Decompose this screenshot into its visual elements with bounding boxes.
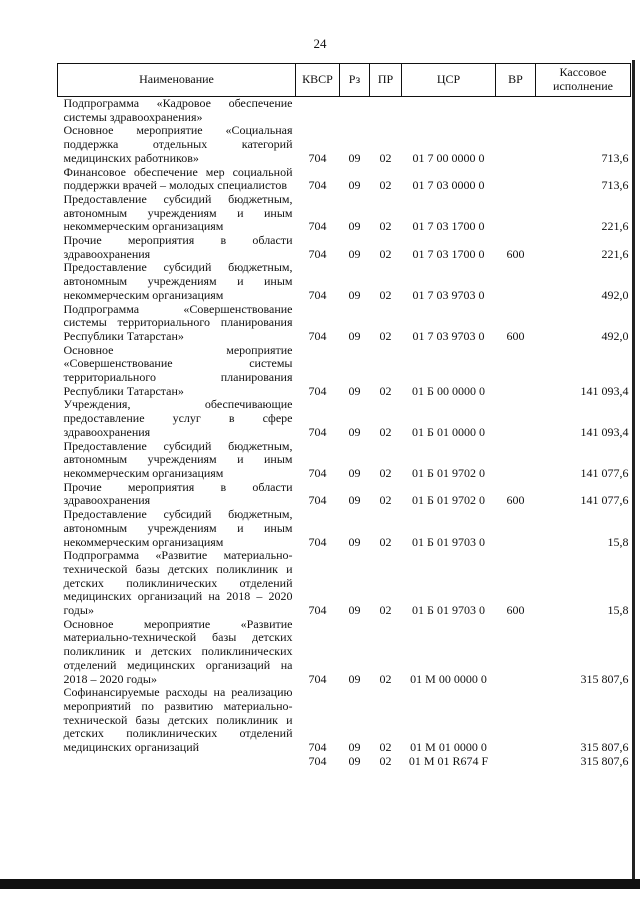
row-rz: 09 (348, 603, 361, 618)
row-rz: 09 (348, 493, 361, 508)
row-csr: 01 Б 01 9702 0 (412, 493, 485, 508)
header-name: Наименование (58, 64, 296, 97)
row-name: Подпрограмма «Развитие материально-технической базы детских поликлиник и детских поликлинических отделений медицинских организаций на 2018 – 2020 годы» (63, 548, 293, 618)
row-csr: 01 М 01 R674 F (408, 753, 489, 768)
table-row (58, 755, 631, 769)
row-amount: 141 093,4 (580, 424, 629, 439)
table-row (58, 686, 631, 755)
table-row (58, 508, 631, 549)
row-pr: 02 (379, 740, 392, 755)
row-amount: 315 807,6 (580, 671, 629, 686)
row-kvsr: 704 (308, 671, 327, 686)
row-pr: 02 (379, 603, 392, 618)
budget-execution-table (57, 63, 631, 768)
header-pr: ПР (370, 64, 402, 97)
row-rz: 09 (348, 219, 361, 234)
row-name (58, 755, 296, 769)
row-pr: 02 (379, 246, 392, 261)
row-kvsr (296, 97, 340, 125)
row-pr (370, 97, 402, 125)
table-row (58, 303, 631, 344)
row-vr (496, 124, 536, 165)
row-pr: 02 (379, 178, 392, 193)
scan-edge-line (632, 60, 635, 879)
row-name: Подпрограмма «Совершенствование системы территориального планирования Республики Татарстан» (63, 301, 293, 343)
header-csr: ЦСР (402, 64, 496, 97)
row-kvsr: 704 (308, 246, 327, 261)
row-vr (496, 97, 536, 125)
table-row (58, 193, 631, 234)
row-name: Софинансируемые расходы на реализацию мероприятий по развитию материально-технической базы детских поликлиник и детских поликлинических отделений медицинских организаций (63, 685, 293, 755)
row-kvsr: 704 (308, 753, 327, 768)
page-number: 24 (313, 36, 327, 51)
row-pr: 02 (379, 465, 392, 480)
table-row (58, 440, 631, 481)
row-vr: 600 (506, 246, 525, 261)
row-vr (496, 261, 536, 302)
row-kvsr: 704 (308, 328, 327, 343)
row-kvsr: 704 (308, 465, 327, 480)
row-csr (402, 97, 496, 125)
table-row (58, 398, 631, 439)
table-row (58, 618, 631, 687)
row-amount: 713,6 (601, 150, 629, 165)
row-name: Прочие мероприятия в области здравоохранения (63, 479, 293, 508)
row-pr: 02 (379, 753, 392, 768)
row-csr: 01 7 03 1700 0 (412, 219, 485, 234)
row-csr: 01 7 03 0000 0 (412, 178, 485, 193)
header-kvsr: КВСР (296, 64, 340, 97)
row-vr: 600 (506, 603, 525, 618)
row-rz: 09 (348, 424, 361, 439)
row-amount: 713,6 (601, 178, 629, 193)
row-rz: 09 (348, 383, 361, 398)
row-amount: 221,6 (601, 246, 629, 261)
row-csr: 01 Б 01 9703 0 (412, 534, 485, 549)
row-pr: 02 (379, 287, 392, 302)
row-name: Учреждения, обеспечивающие предоставление услуг в сфере здравоохранения (63, 397, 293, 439)
row-vr (496, 166, 536, 193)
table-row (58, 481, 631, 508)
table-row (58, 549, 631, 618)
header-amount-line1: Кассовое (559, 65, 607, 80)
row-kvsr: 704 (308, 219, 327, 234)
row-name: Предоставление субсидий бюджетным, автономным учреждениям и иным некоммерческим организациям (63, 260, 293, 302)
row-csr: 01 Б 01 0000 0 (412, 424, 485, 439)
scan-bottom-bar (0, 879, 640, 889)
row-amount (536, 97, 631, 125)
row-kvsr: 704 (308, 287, 327, 302)
row-name: Предоставление субсидий бюджетным, автономным учреждениям и иным некоммерческим организациям (63, 438, 293, 480)
row-kvsr: 704 (308, 493, 327, 508)
row-rz: 09 (348, 246, 361, 261)
row-amount: 141 093,4 (580, 383, 629, 398)
header-vr: ВР (496, 64, 536, 97)
row-amount: 141 077,6 (580, 465, 629, 480)
table-row (58, 97, 631, 125)
row-amount: 141 077,6 (580, 493, 629, 508)
row-csr: 01 7 00 0000 0 (412, 150, 485, 165)
row-amount: 492,0 (601, 328, 629, 343)
row-vr (496, 398, 536, 439)
row-kvsr: 704 (308, 603, 327, 618)
row-csr: 01 7 03 9703 0 (412, 328, 485, 343)
row-csr: 01 М 00 0000 0 (410, 671, 487, 686)
row-rz: 09 (348, 465, 361, 480)
row-amount: 15,8 (607, 603, 629, 618)
row-vr (496, 755, 536, 769)
row-rz: 09 (348, 753, 361, 768)
row-name: Предоставление субсидий бюджетным, автономным учреждениям и иным некоммерческим организациям (63, 191, 293, 234)
row-csr: 01 М 01 0000 0 (410, 740, 487, 755)
row-vr (496, 440, 536, 481)
row-name: Предоставление субсидий бюджетным, автономным учреждениям и иным некоммерческим организациям (63, 507, 293, 549)
row-rz: 09 (348, 534, 361, 549)
table-row (58, 261, 631, 302)
row-csr: 01 7 03 1700 0 (412, 246, 485, 261)
row-pr: 02 (379, 150, 392, 165)
row-amount: 315 807,6 (580, 740, 629, 755)
row-rz: 09 (348, 740, 361, 755)
header-amount-line2: исполнение (553, 79, 613, 93)
row-rz: 09 (348, 287, 361, 302)
row-vr (496, 686, 536, 755)
row-kvsr: 704 (308, 424, 327, 439)
row-kvsr: 704 (308, 534, 327, 549)
row-pr: 02 (379, 219, 392, 234)
row-amount: 221,6 (601, 219, 629, 234)
row-name: Подпрограмма «Кадровое обеспечение системы здравоохранения» (63, 96, 293, 124)
row-amount: 492,0 (601, 287, 629, 302)
row-vr: 600 (506, 328, 525, 343)
row-vr (496, 193, 536, 234)
row-csr: 01 7 03 9703 0 (412, 287, 485, 302)
row-vr (496, 508, 536, 549)
row-csr: 01 Б 00 0000 0 (412, 383, 485, 398)
row-rz: 09 (348, 178, 361, 193)
table-row (58, 344, 631, 399)
row-vr (496, 344, 536, 399)
row-name: Основное мероприятие «Совершенствование системы территориального планирования Республики Татарстан» (63, 342, 293, 398)
row-name: Финансовое обеспечение мер социальной поддержки врачей – молодых специалистов (63, 164, 293, 193)
row-name: Прочие мероприятия в области здравоохранения (63, 233, 293, 261)
row-pr: 02 (379, 328, 392, 343)
row-kvsr: 704 (308, 178, 327, 193)
row-kvsr: 704 (308, 740, 327, 755)
header-amount (536, 64, 631, 97)
row-pr: 02 (379, 424, 392, 439)
header-rz: Рз (340, 64, 370, 97)
table-row (58, 166, 631, 193)
row-amount: 15,8 (607, 534, 629, 549)
row-kvsr: 704 (308, 383, 327, 398)
row-rz (340, 97, 370, 125)
row-kvsr: 704 (308, 150, 327, 165)
row-name: Основное мероприятие «Развитие материально-технической базы детских поликлиник и детских поликлинических отделений медицинских организаций на 2018 – 2020 годы» (63, 616, 293, 686)
row-name: Основное мероприятие «Социальная поддержка отдельных категорий медицинских работников» (63, 123, 293, 165)
row-csr: 01 Б 01 9703 0 (412, 603, 485, 618)
row-pr: 02 (379, 383, 392, 398)
row-pr: 02 (379, 493, 392, 508)
row-amount: 315 807,6 (580, 753, 629, 768)
row-pr: 02 (379, 534, 392, 549)
table-row (58, 124, 631, 165)
row-rz: 09 (348, 328, 361, 343)
row-rz: 09 (348, 150, 361, 165)
row-pr: 02 (379, 671, 392, 686)
row-rz: 09 (348, 671, 361, 686)
table-row (58, 234, 631, 261)
row-vr (496, 618, 536, 687)
row-vr: 600 (506, 493, 525, 508)
table-header-row (58, 64, 631, 97)
row-csr: 01 Б 01 9702 0 (412, 465, 485, 480)
